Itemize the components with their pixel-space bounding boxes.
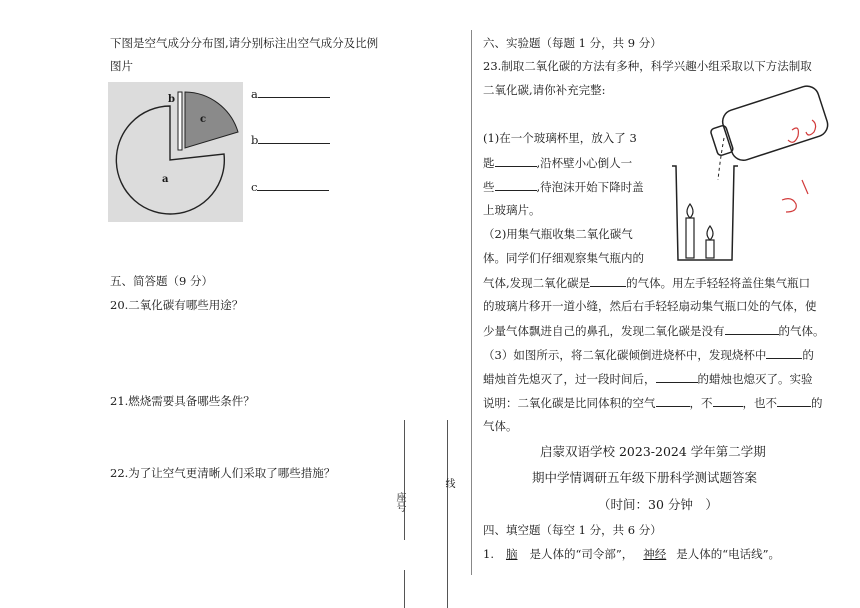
- binding-line-right: [447, 420, 448, 608]
- answer-line-b: [258, 131, 330, 144]
- p2-line5-start: 少量气体飘进自己的鼻孔，发现二氧化碳是没有: [483, 324, 725, 338]
- pie-slice-b: [178, 92, 182, 150]
- answer-title-line1: 启蒙双语学校 2023-2024 学年第二学期: [540, 444, 766, 459]
- gas-bottle: [706, 83, 830, 168]
- p1-blank-1: [495, 154, 537, 167]
- seat-label: 座号: [394, 492, 405, 512]
- tall-candle-flame: [687, 204, 693, 218]
- red-ink-marks-2: [782, 180, 808, 212]
- pie-chart-image: [108, 82, 243, 222]
- blank-label-a: a: [251, 87, 258, 101]
- answer-1-word2: 神经: [643, 547, 667, 561]
- p1-line3: [483, 178, 644, 195]
- p1-line2-end: ,沿杯壁小心倒人一: [536, 156, 633, 170]
- p3-line3-mid2: ，也不: [742, 396, 777, 410]
- binding-line-left: [404, 420, 405, 540]
- p3-blank-5: [777, 394, 811, 407]
- answer-1: [483, 546, 780, 562]
- binding-line-left-lower: [404, 570, 405, 608]
- intro-text-line1: 下图是空气成分分布图,请分别标注出空气成分及比例: [110, 36, 379, 50]
- air-composition-figure: [108, 82, 243, 222]
- q23-line2: 二氧化碳,请你补充完整:: [483, 83, 606, 97]
- section6-title: 六、实验题（每题 1 分，共 9 分）: [483, 36, 662, 50]
- q23-line1: 23.制取二氧化碳的方法有多种，科学兴趣小组采取以下方法制取: [483, 59, 812, 73]
- answer-1-end: 是人体的“电话线”。: [676, 547, 781, 561]
- p3-line3-start: 说明：二氧化碳是比同体积的空气: [483, 396, 656, 410]
- pie-label-b: b: [168, 94, 175, 105]
- p1-line3-start: 些: [483, 180, 495, 194]
- p3-blank-1: [766, 346, 802, 359]
- tall-candle: [686, 218, 694, 258]
- answer-1-number: 1.: [483, 547, 494, 561]
- p3-line1-start: （3）如图所示，将二氧化碳倾倒进烧杯中，发现烧杯中: [483, 348, 767, 362]
- p3-line2: [483, 370, 813, 387]
- question-20: 20.二氧化碳有哪些用途？: [110, 298, 244, 312]
- blank-a: [251, 85, 330, 101]
- section5-title: 五、简答题（9 分）: [110, 274, 213, 288]
- answer-1-word1: 脑: [505, 547, 518, 561]
- p2-blank-1: [590, 274, 626, 287]
- p2-line2: 体。同学们仔细观察集气瓶内的: [483, 251, 644, 265]
- intro-text-line2: 图片: [110, 59, 133, 73]
- p2-line4: 的玻璃片移开一道小缝，然后右手轻轻扇动集气瓶口处的气体，使: [483, 299, 817, 313]
- answer-title-line2: 期中学情调研五年级下册科学测试题答案: [532, 470, 758, 485]
- short-candle: [706, 240, 714, 258]
- p3-blank-3: [656, 394, 690, 407]
- p3-line1-end: 的: [802, 348, 814, 362]
- question-21: 21.燃烧需要具备哪些条件？: [110, 394, 255, 408]
- p3-line3-end: 的: [811, 396, 823, 410]
- answer-1-mid: 是人体的“司令部”，: [529, 547, 634, 561]
- p3-line2-start: 蜡烛首先熄灭了，过一段时间后，: [483, 372, 656, 386]
- p1-line2-start: 匙: [483, 156, 495, 170]
- answer-time: （时间：30 分钟 ）: [598, 497, 718, 512]
- p2-line3: [483, 274, 810, 291]
- p3-blank-2: [656, 370, 698, 383]
- p1-line3-end: ,待泡沫开始下降时盖: [536, 180, 644, 194]
- p2-blank-2: [725, 322, 779, 335]
- beaker: [672, 166, 738, 260]
- blank-label-c: c: [251, 180, 258, 194]
- question-22: 22.为了让空气更清晰人们采取了哪些措施？: [110, 466, 336, 480]
- p3-line1: [483, 346, 814, 363]
- p3-line2-end: 的蜡烛也熄灭了。实验: [697, 372, 813, 386]
- answer-line-a: [258, 85, 330, 98]
- p1-line1: (1)在一个玻璃杯里，放入了 3: [483, 131, 637, 145]
- pie-slice-c: [185, 92, 238, 148]
- short-candle-flame: [707, 226, 713, 240]
- p3-line4: 气体。: [483, 419, 518, 433]
- p3-line3: [483, 394, 823, 411]
- p1-blank-2: [495, 178, 537, 191]
- co2-stream: [718, 138, 724, 180]
- pie-label-a: a: [162, 174, 169, 185]
- pie-label-c: c: [200, 114, 207, 125]
- p2-line1: （2)用集气瓶收集二氧化碳气: [483, 227, 633, 241]
- p3-blank-4: [713, 394, 743, 407]
- p2-line5-end: 的气体。: [778, 324, 825, 338]
- experiment-illustration: [662, 80, 842, 270]
- blank-b: [251, 131, 330, 147]
- blank-c: [251, 178, 329, 194]
- column-divider: [471, 30, 472, 575]
- p1-line2: [483, 154, 632, 171]
- blank-label-b: b: [251, 133, 259, 147]
- p1-line4: 上玻璃片。: [483, 203, 541, 217]
- line-label: 线: [443, 478, 454, 488]
- section4-title: 四、填空题（每空 1 分，共 6 分）: [483, 523, 662, 537]
- p2-line3-start: 气体,发现二氧化碳是: [483, 276, 591, 290]
- p2-line3-end: 的气体。用左手轻轻将盖住集气瓶口: [626, 276, 811, 290]
- answer-line-c: [257, 178, 329, 191]
- p2-line5: [483, 322, 825, 339]
- p3-line3-mid1: ，不: [689, 396, 713, 410]
